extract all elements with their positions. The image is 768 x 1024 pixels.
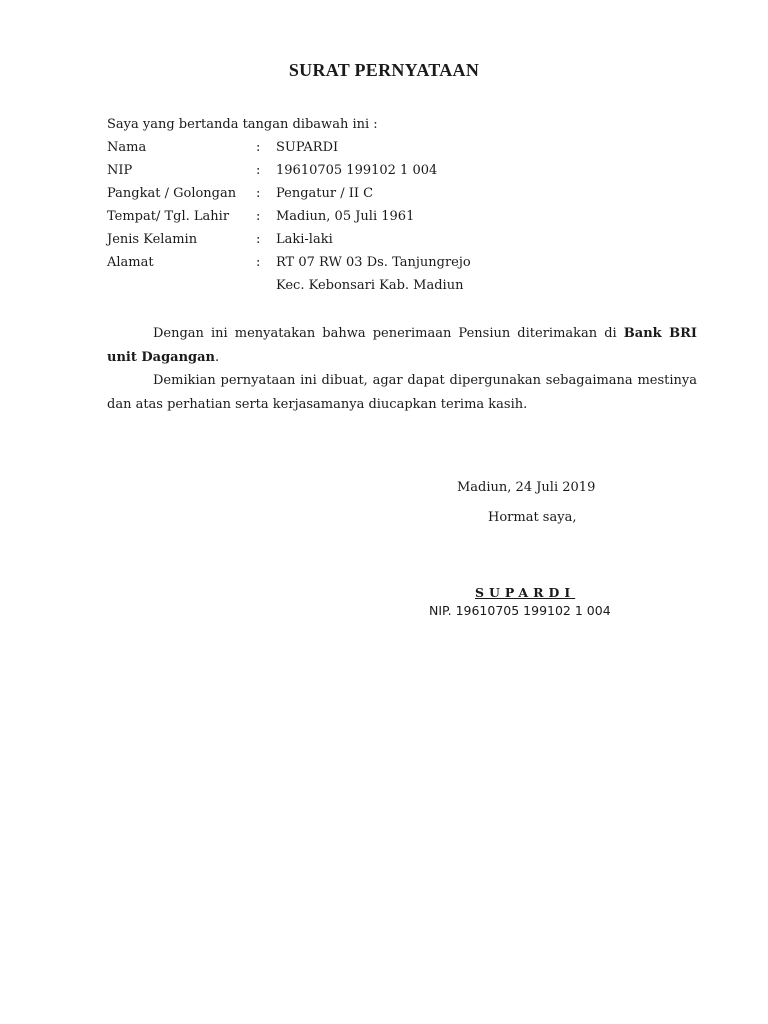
field-value: Laki-laki <box>276 232 333 247</box>
field-colon: : <box>256 140 261 155</box>
statement-end: . <box>215 349 220 365</box>
field-value: SUPARDI <box>276 140 339 155</box>
field-label: Tempat/ Tgl. Lahir <box>107 209 230 224</box>
intro-text: Saya yang bertanda tangan dibawah ini : <box>107 117 378 132</box>
document-title: SURAT PERNYATAAN <box>288 60 480 80</box>
field-colon: : <box>256 209 261 224</box>
field-label: NIP <box>107 163 133 178</box>
bank-name: Bank BRI unit Dagangan <box>107 326 697 365</box>
closing-paragraph-text: Demikian pernyataan ini dibuat, agar dapat dipergunakan sebagaimana mestinya dan atas perhatian serta kerjasamanya diucapkan terima kasih. <box>107 373 697 412</box>
field-colon: : <box>256 255 261 270</box>
statement-text: Dengan ini menyatakan bahwa penerimaan Pensiun diterimakan di <box>153 326 617 341</box>
field-value: Kec. Kebonsari Kab. Madiun <box>276 278 464 293</box>
closing-paragraph <box>107 369 697 416</box>
field-colon: : <box>256 232 261 247</box>
field-value: RT 07 RW 03 Ds. Tanjungrejo <box>276 255 471 270</box>
statement-paragraph <box>107 322 697 369</box>
field-value: Madiun, 05 Juli 1961 <box>276 209 415 224</box>
field-colon: : <box>256 163 261 178</box>
field-value: Pengatur / II C <box>276 186 374 201</box>
place-date: Madiun, 24 Juli 2019 <box>457 480 596 495</box>
closing-salutation: Hormat saya, <box>488 510 577 525</box>
signer-nip: NIP. 19610705 199102 1 004 <box>429 603 611 618</box>
field-colon: : <box>256 186 261 201</box>
field-value: 19610705 199102 1 004 <box>276 163 438 178</box>
field-label: Alamat <box>107 255 154 270</box>
signer-name: SUPARDI <box>475 585 576 600</box>
field-label: Pangkat / Golongan <box>107 186 237 201</box>
field-label: Jenis Kelamin <box>107 232 198 247</box>
field-label: Nama <box>107 140 147 155</box>
